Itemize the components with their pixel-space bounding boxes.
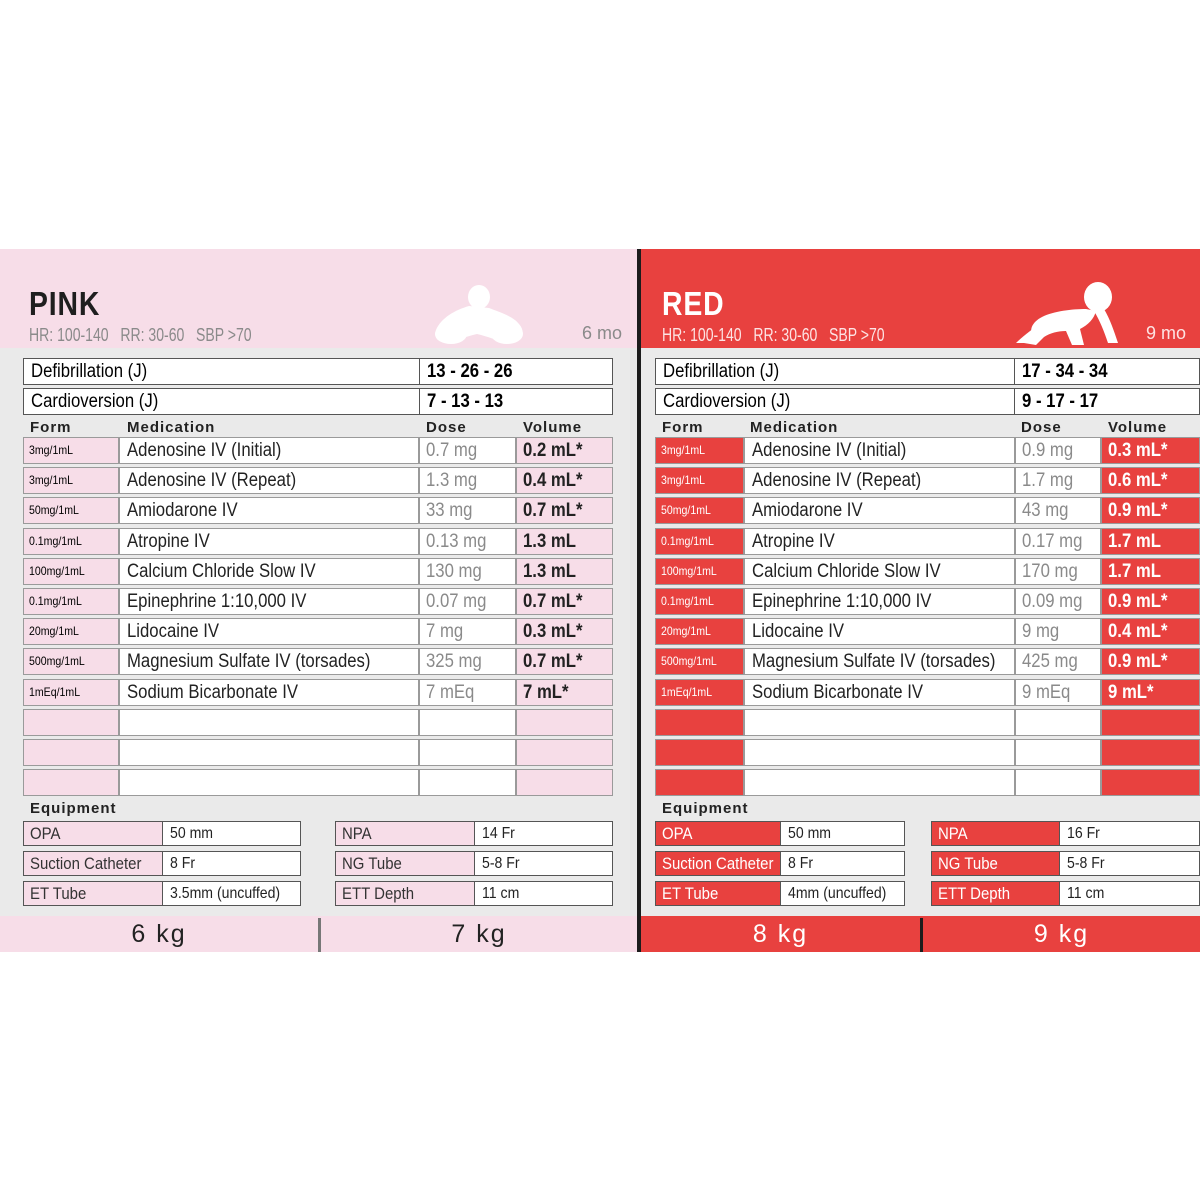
form-cell: 500mg/1mL — [23, 648, 119, 675]
dose-cell: 0.7 mg — [419, 437, 516, 464]
column-header-volume: Volume — [1108, 419, 1168, 436]
sitting-baby-icon — [433, 284, 525, 346]
volume-cell: 1.7 mL — [1101, 528, 1200, 555]
medication-cell: Lidocaine IV — [119, 618, 419, 645]
equipment-suction-catheter-label: Suction Catheter — [656, 852, 781, 875]
volume-cell: 0.9 mL* — [1101, 648, 1200, 675]
vital-sbp: SBP >70 — [196, 325, 252, 345]
dose-cell — [1015, 739, 1101, 766]
dose-cell: 0.17 mg — [1015, 528, 1101, 555]
medication-row — [655, 497, 1200, 524]
dose-cell: 425 mg — [1015, 648, 1101, 675]
equipment-opa-label: OPA — [656, 822, 781, 845]
weight-footer — [641, 916, 1200, 952]
volume-cell: 1.7 mL — [1101, 558, 1200, 585]
equipment-et-tube — [655, 881, 905, 906]
age-label: 6 mo — [581, 323, 622, 343]
volume-cell: 0.3 mL* — [516, 618, 613, 645]
form-cell: 50mg/1mL — [23, 497, 119, 524]
dose-cell: 170 mg — [1015, 558, 1101, 585]
dose-cell: 7 mEq — [419, 679, 516, 706]
cardioversion-value: 9 - 17 - 17 — [1022, 391, 1099, 412]
equipment-opa — [23, 821, 301, 846]
equipment-ng-tube — [931, 851, 1200, 876]
medication-cell: Adenosine IV (Initial) — [744, 437, 1015, 464]
medication-row — [655, 739, 1200, 766]
medication-cell: Lidocaine IV — [744, 618, 1015, 645]
volume-cell: 0.7 mL* — [516, 648, 613, 675]
red-card — [641, 249, 1200, 952]
equipment-suction-catheter-value: 8 Fr — [788, 855, 814, 872]
card-header — [0, 249, 637, 348]
cardioversion-row — [655, 388, 1200, 415]
medication-cell: Calcium Chloride Slow IV — [744, 558, 1015, 585]
medication-cell — [119, 739, 419, 766]
dose-cell: 130 mg — [419, 558, 516, 585]
equipment-npa-label: NPA — [932, 822, 1060, 845]
equipment-opa-value: 50 mm — [788, 825, 832, 842]
medication-row — [23, 497, 613, 524]
equipment-et-tube-value: 4mm (uncuffed) — [788, 885, 887, 902]
form-cell: 0.1mg/1mL — [655, 528, 744, 555]
column-header-volume: Volume — [523, 419, 583, 436]
defibrillation-label: Defibrillation (J) — [31, 361, 148, 382]
column-header-medication: Medication — [127, 419, 216, 436]
medication-row — [23, 618, 613, 645]
volume-cell: 0.7 mL* — [516, 588, 613, 615]
equipment-ng-tube-label: NG Tube — [932, 852, 1060, 875]
volume-cell: 0.9 mL* — [1101, 588, 1200, 615]
medication-row — [655, 769, 1200, 796]
medication-row — [655, 437, 1200, 464]
form-cell — [655, 739, 744, 766]
medication-row — [655, 467, 1200, 494]
form-cell: 50mg/1mL — [655, 497, 744, 524]
volume-cell — [516, 739, 613, 766]
dose-cell: 0.9 mg — [1015, 437, 1101, 464]
card-header — [641, 249, 1200, 348]
medication-row — [23, 467, 613, 494]
equipment-npa — [335, 821, 613, 846]
medication-cell — [744, 739, 1015, 766]
dose-cell: 1.7 mg — [1015, 467, 1101, 494]
volume-cell: 7 mL* — [516, 679, 613, 706]
column-header-form: Form — [662, 419, 704, 436]
weight-footer — [0, 916, 637, 952]
equipment-ng-tube-value: 5-8 Fr — [482, 855, 520, 872]
vitals — [662, 325, 892, 346]
volume-cell: 0.7 mL* — [516, 497, 613, 524]
defibrillation-row — [655, 358, 1200, 385]
form-cell — [655, 709, 744, 736]
pink-card — [0, 249, 637, 952]
dose-cell: 0.09 mg — [1015, 588, 1101, 615]
medication-row — [23, 588, 613, 615]
medication-cell: Magnesium Sulfate IV (torsades) — [744, 648, 1015, 675]
weight-label: 7 kg — [451, 920, 507, 948]
weight-label: 6 kg — [131, 920, 187, 948]
volume-cell — [1101, 769, 1200, 796]
equipment-npa-label: NPA — [336, 822, 475, 845]
card-title: RED — [662, 285, 725, 322]
volume-cell: 0.9 mL* — [1101, 497, 1200, 524]
medication-cell: Adenosine IV (Initial) — [119, 437, 419, 464]
vital-sbp: SBP >70 — [829, 325, 885, 345]
dose-cell — [419, 709, 516, 736]
vital-hr: HR: 100-140 — [662, 325, 742, 345]
equipment-suction-catheter — [23, 851, 301, 876]
volume-cell — [516, 709, 613, 736]
cardioversion-label: Cardioversion (J) — [663, 391, 791, 412]
defibrillation-value: 13 - 26 - 26 — [427, 361, 513, 382]
form-cell — [23, 739, 119, 766]
form-cell — [23, 709, 119, 736]
dose-cell — [1015, 709, 1101, 736]
volume-cell: 0.4 mL* — [516, 467, 613, 494]
medication-cell: Adenosine IV (Repeat) — [744, 467, 1015, 494]
equipment-ett-depth-value: 11 cm — [482, 885, 520, 902]
form-cell — [655, 769, 744, 796]
dose-cell — [1015, 769, 1101, 796]
medication-row — [23, 648, 613, 675]
volume-cell — [1101, 709, 1200, 736]
vital-hr: HR: 100-140 — [29, 325, 109, 345]
medication-row — [655, 679, 1200, 706]
equipment-npa-value: 14 Fr — [482, 825, 515, 842]
form-cell: 100mg/1mL — [23, 558, 119, 585]
equipment-label: Equipment — [662, 800, 749, 817]
medication-cell — [744, 709, 1015, 736]
equipment-et-tube-value: 3.5mm (uncuffed) — [170, 885, 281, 902]
dose-cell: 1.3 mg — [419, 467, 516, 494]
card-title: PINK — [29, 285, 101, 322]
form-cell: 3mg/1mL — [655, 467, 744, 494]
equipment-suction-catheter-label: Suction Catheter — [24, 852, 163, 875]
equipment-ett-depth — [931, 881, 1200, 906]
medication-row — [655, 528, 1200, 555]
volume-cell: 9 mL* — [1101, 679, 1200, 706]
medication-row — [23, 528, 613, 555]
cardioversion-value: 7 - 13 - 13 — [427, 391, 504, 412]
crawling-baby-icon — [1014, 281, 1124, 347]
equipment-npa — [931, 821, 1200, 846]
dose-cell — [419, 769, 516, 796]
equipment-ett-depth — [335, 881, 613, 906]
dose-cell: 7 mg — [419, 618, 516, 645]
age-label: 9 mo — [1145, 323, 1186, 343]
equipment-ng-tube-value: 5-8 Fr — [1067, 855, 1105, 872]
dose-cell: 325 mg — [419, 648, 516, 675]
equipment-label: Equipment — [30, 800, 117, 817]
dose-cell — [419, 739, 516, 766]
weight-label: 9 kg — [1033, 920, 1090, 948]
medication-row — [655, 588, 1200, 615]
defibrillation-value: 17 - 34 - 34 — [1022, 361, 1108, 382]
medication-cell — [744, 769, 1015, 796]
column-header-dose: Dose — [1021, 419, 1062, 436]
medication-cell: Sodium Bicarbonate IV — [119, 679, 419, 706]
medication-cell: Calcium Chloride Slow IV — [119, 558, 419, 585]
medication-row — [23, 769, 613, 796]
form-cell: 500mg/1mL — [655, 648, 744, 675]
equipment-ett-depth-label: ETT Depth — [932, 882, 1060, 905]
medication-row — [655, 709, 1200, 736]
dose-cell: 33 mg — [419, 497, 516, 524]
medication-row — [655, 558, 1200, 585]
medication-row — [23, 709, 613, 736]
equipment-suction-catheter-value: 8 Fr — [170, 855, 196, 872]
form-cell: 3mg/1mL — [23, 437, 119, 464]
form-cell: 0.1mg/1mL — [23, 588, 119, 615]
vitals — [29, 325, 259, 346]
volume-cell — [1101, 739, 1200, 766]
medication-row — [23, 558, 613, 585]
form-cell: 0.1mg/1mL — [655, 588, 744, 615]
medication-cell — [119, 769, 419, 796]
medication-cell: Atropine IV — [744, 528, 1015, 555]
weight-label: 8 kg — [752, 920, 809, 948]
medication-cell: Atropine IV — [119, 528, 419, 555]
dose-cell: 9 mg — [1015, 618, 1101, 645]
equipment-suction-catheter — [655, 851, 905, 876]
cardioversion-row — [23, 388, 613, 415]
form-cell: 20mg/1mL — [655, 618, 744, 645]
volume-cell: 0.3 mL* — [1101, 437, 1200, 464]
form-cell: 3mg/1mL — [23, 467, 119, 494]
medication-cell — [119, 709, 419, 736]
medication-cell: Epinephrine 1:10,000 IV — [119, 588, 419, 615]
dose-cell: 43 mg — [1015, 497, 1101, 524]
volume-cell: 1.3 mL — [516, 558, 613, 585]
equipment-ng-tube-label: NG Tube — [336, 852, 475, 875]
medication-cell: Magnesium Sulfate IV (torsades) — [119, 648, 419, 675]
column-header-form: Form — [30, 419, 72, 436]
equipment-ett-depth-value: 11 cm — [1067, 885, 1105, 902]
form-cell: 0.1mg/1mL — [23, 528, 119, 555]
equipment-et-tube — [23, 881, 301, 906]
medication-row — [23, 739, 613, 766]
column-header-medication: Medication — [750, 419, 839, 436]
vital-rr: RR: 30-60 — [753, 325, 818, 345]
medication-cell: Amiodarone IV — [119, 497, 419, 524]
form-cell — [23, 769, 119, 796]
equipment-opa — [655, 821, 905, 846]
volume-cell: 0.4 mL* — [1101, 618, 1200, 645]
equipment-npa-value: 16 Fr — [1067, 825, 1100, 842]
equipment-opa-value: 50 mm — [170, 825, 214, 842]
medication-row — [655, 618, 1200, 645]
dose-cell: 0.13 mg — [419, 528, 516, 555]
form-cell: 100mg/1mL — [655, 558, 744, 585]
defibrillation-row — [23, 358, 613, 385]
vital-rr: RR: 30-60 — [120, 325, 185, 345]
medication-row — [23, 437, 613, 464]
volume-cell: 0.2 mL* — [516, 437, 613, 464]
volume-cell — [516, 769, 613, 796]
form-cell: 3mg/1mL — [655, 437, 744, 464]
form-cell: 1mEq/1mL — [23, 679, 119, 706]
cardioversion-label: Cardioversion (J) — [31, 391, 159, 412]
equipment-ett-depth-label: ETT Depth — [336, 882, 475, 905]
medication-cell: Adenosine IV (Repeat) — [119, 467, 419, 494]
column-header-dose: Dose — [426, 419, 467, 436]
form-cell: 20mg/1mL — [23, 618, 119, 645]
form-cell: 1mEq/1mL — [655, 679, 744, 706]
defibrillation-label: Defibrillation (J) — [663, 361, 780, 382]
equipment-et-tube-label: ET Tube — [656, 882, 781, 905]
medication-row — [655, 648, 1200, 675]
medication-row — [23, 679, 613, 706]
volume-cell: 1.3 mL — [516, 528, 613, 555]
medication-cell: Amiodarone IV — [744, 497, 1015, 524]
dose-cell: 9 mEq — [1015, 679, 1101, 706]
medication-cell: Epinephrine 1:10,000 IV — [744, 588, 1015, 615]
equipment-ng-tube — [335, 851, 613, 876]
volume-cell: 0.6 mL* — [1101, 467, 1200, 494]
medication-cell: Sodium Bicarbonate IV — [744, 679, 1015, 706]
equipment-opa-label: OPA — [24, 822, 163, 845]
dose-cell: 0.07 mg — [419, 588, 516, 615]
equipment-et-tube-label: ET Tube — [24, 882, 163, 905]
